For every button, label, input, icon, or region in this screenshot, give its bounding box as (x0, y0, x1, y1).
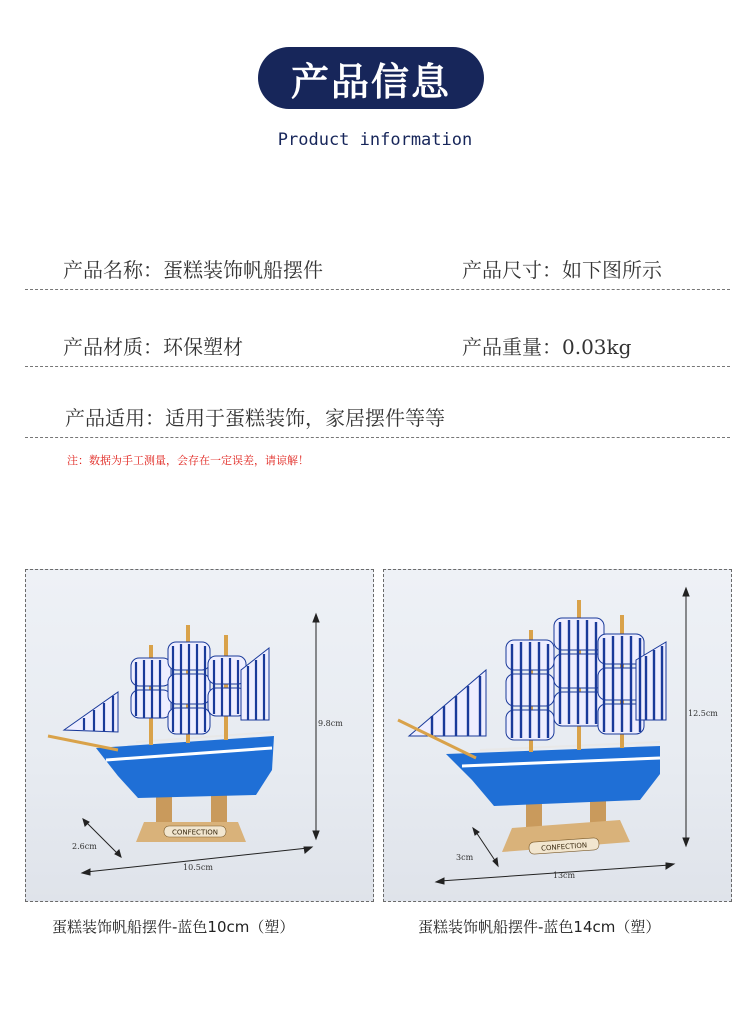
product-weight: 产品重量：0.03kg (462, 335, 632, 359)
info-row-2 (25, 331, 730, 367)
info-row-3 (25, 402, 730, 438)
height-label: 9.8cm (318, 719, 343, 728)
product-material: 产品材质：环保塑材 (63, 335, 243, 359)
measurement-note: 注：数据为手工测量，会存在一定误差，请谅解！ (67, 454, 309, 467)
length-label: 10.5cm (183, 863, 213, 872)
divider (25, 437, 730, 438)
product-usage: 产品适用：适用于蛋糕装饰，家居摆件等等 (65, 406, 445, 430)
product-caption-10cm: 蛋糕装饰帆船摆件-蓝色10cm（塑） (52, 918, 295, 936)
length-label: 13cm (552, 871, 576, 880)
product-photo-14cm (383, 569, 732, 902)
sailboat-14cm-image (384, 570, 732, 902)
sailboat-10cm-image (26, 570, 374, 902)
section-title: 产品信息 (258, 47, 484, 109)
section-subtitle: Product information (277, 130, 473, 150)
product-photo-10cm (25, 569, 374, 902)
product-name: 产品名称：蛋糕装饰帆船摆件 (63, 258, 323, 282)
product-size: 产品尺寸：如下图所示 (462, 258, 662, 282)
base-label: CONFECTION (171, 828, 219, 837)
base-label: CONFECTION (540, 841, 588, 853)
height-label: 12.5cm (688, 709, 718, 718)
product-caption-14cm: 蛋糕装饰帆船摆件-蓝色14cm（塑） (418, 918, 661, 936)
striped-sails (409, 618, 666, 740)
divider (25, 289, 730, 290)
striped-sails (64, 642, 269, 734)
depth-label: 3cm (456, 853, 474, 862)
info-row-1 (25, 254, 730, 290)
depth-label: 2.6cm (72, 842, 97, 851)
divider (25, 366, 730, 367)
